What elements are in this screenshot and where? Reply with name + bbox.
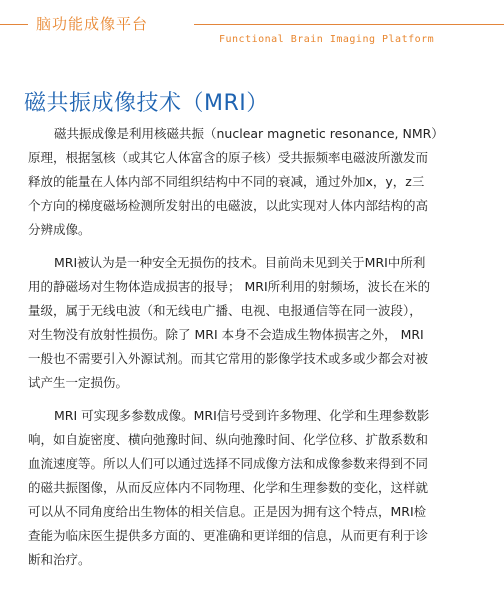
paragraph-line: 个方向的梯度磁场检测所发射出的电磁波，以此实现对人体内部结构的高 <box>28 198 429 213</box>
paragraph-line: MRI被认为是一种安全无损伤的技术。目前尚未见到关于MRI中所利 <box>54 255 426 270</box>
paragraph-line: 查能为临床医生提供多方面的、更准确和更详细的信息，从而更有利于诊 <box>28 528 429 543</box>
paragraph-line: 血流速度等。所以人们可以通过选择不同成像方法和成像参数来得到不同 <box>28 456 429 471</box>
paragraph-line: 分辨成像。 <box>28 222 91 237</box>
paragraph-line: 试产生一定损伤。 <box>28 375 129 390</box>
paragraph-line: 的磁共振图像，从而反应体内不同物理、化学和生理参数的变化，这样就 <box>28 480 429 495</box>
header-title-cn: 脑功能成像平台 <box>36 15 149 33</box>
paragraph-line: 响，如自旋密度、横向弛豫时间、纵向弛豫时间、化学位移、扩散系数和 <box>28 432 429 447</box>
paragraph-line: 对生物没有放射性损伤。除了 MRI 本身不会造成生物体损害之外， MRI <box>28 327 424 342</box>
paragraph-line: 量级，属于无线电波（和无线电广播、电视、电报通信等在同一波段）， <box>28 303 422 318</box>
article-title: 磁共振成像技术（MRI） <box>24 91 269 116</box>
paragraph-line: 可以从不同角度给出生物体的相关信息。正是因为拥有这个特点，MRI检 <box>28 504 427 519</box>
paragraph-line: 用的静磁场对生物体造成损害的报导； MRI所利用的射频场，波长在米的 <box>28 279 431 294</box>
paragraph-line: 原理，根据氢核（或其它人体富含的原子核）受共振频率电磁波所激发而 <box>28 150 429 165</box>
paragraph-line: 断和治疗。 <box>28 552 91 567</box>
paragraph-line: 一般也不需要引入外源试剂。而其它常用的影像学技术或多或少都会对被 <box>28 351 429 366</box>
header-rule-right <box>194 24 504 25</box>
paragraph-multiparam <box>28 404 476 572</box>
paragraph-intro <box>28 122 476 242</box>
article-body <box>28 122 476 581</box>
header-rule-left <box>0 24 28 25</box>
paragraph-line: MRI 可实现多参数成像。MRI信号受到许多物理、化学和生理参数影 <box>54 408 430 423</box>
paragraph-line: 磁共振成像是利用核磁共振（nuclear magnetic resonance, NMR） <box>54 126 444 141</box>
paragraph-safety <box>28 251 476 395</box>
header-title-en: Functional Brain Imaging Platform <box>219 34 435 45</box>
paragraph-line: 释放的能量在人体内部不同组织结构中不同的衰减，通过外加x，y，z三 <box>28 174 425 189</box>
